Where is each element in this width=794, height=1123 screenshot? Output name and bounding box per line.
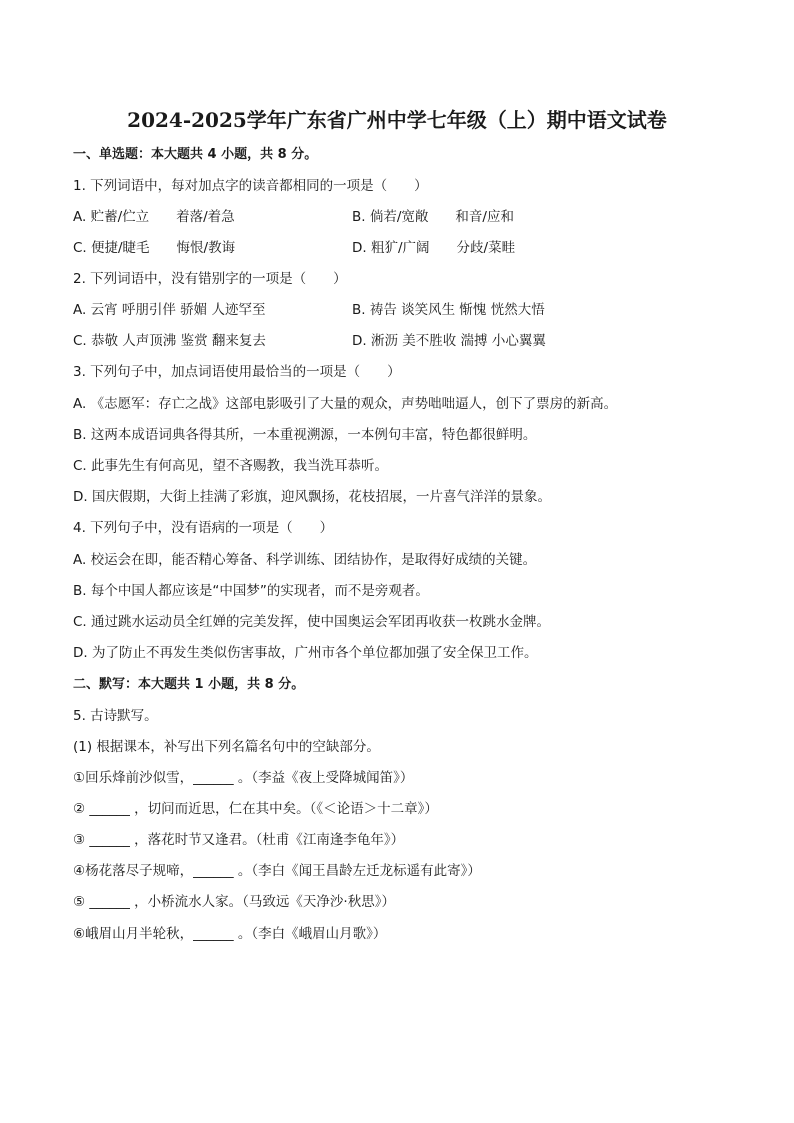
option-a: A. 云宵 呼朋引伴 骄媚 人迹罕至 [73, 302, 266, 318]
poem-blank-item: ①回乐烽前沙似雪，______ 。（李益《夜上受降城闻笛》） [73, 770, 414, 786]
question-2-stem: 2. 下列词语中，没有错别字的一项是（ ） [73, 271, 347, 287]
option-c: C. 便捷/睫毛 悔恨/教诲 [73, 240, 236, 256]
question-3-option-d: D. 国庆假期，大街上挂满了彩旗，迎风飘扬，花枝招展，一片喜气洋洋的景象。 [73, 489, 551, 505]
poem-blank-item: ⑥峨眉山月半轮秋，______ 。（李白《峨眉山月歌》） [73, 926, 387, 942]
option-c: C. 恭敬 人声顶沸 鉴赏 翻来复去 [73, 333, 266, 349]
option-b: B. 祷告 谈笑风生 惭愧 恍然大悟 [352, 302, 545, 318]
section-heading-2: 二、默写：本大题共 1 小题，共 8 分。 [73, 677, 305, 692]
question-4-stem: 4. 下列句子中，没有语病的一项是（ ） [73, 520, 334, 536]
poem-blank-item: ② ______ ，切问而近思，仁在其中矣。（《＜论语＞十二章》） [73, 801, 438, 817]
option-b: B. 倘若/宽敞 和音/应和 [352, 209, 514, 225]
exam-title: 2024-2025学年广东省广州中学七年级（上）期中语文试卷 [127, 108, 667, 132]
option-d: D. 粗犷/广阔 分歧/菜畦 [352, 240, 516, 256]
poem-blank-item: ③ ______ ，落花时节又逢君。（杜甫《江南逢李龟年》） [73, 832, 405, 848]
question-4-option-b: B. 每个中国人都应该是“中国梦”的实现者，而不是旁观者。 [73, 583, 429, 599]
question-4-option-d: D. 为了防止不再发生类似伤害事故，广州市各个单位都加强了安全保卫工作。 [73, 645, 538, 661]
question-5-stem: 5. 古诗默写。 [73, 708, 158, 724]
poem-blank-item: ④杨花落尽子规啼，______ 。（李白《闻王昌龄左迁龙标遥有此寄》） [73, 863, 481, 879]
section-heading-1: 一、单选题：本大题共 4 小题，共 8 分。 [73, 147, 318, 162]
option-a: A. 贮蓄/伫立 着落/着急 [73, 209, 235, 225]
question-3-option-a: A. 《志愿军：存亡之战》这部电影吸引了大量的观众，声势咄咄逼人，创下了票房的新高。 [73, 396, 618, 412]
question-3-option-b: B. 这两本成语词典各得其所，一本重视溯源，一本例句丰富，特色都很鲜明。 [73, 427, 537, 443]
question-3-option-c: C. 此事先生有何高见，望不吝赐教，我当洗耳恭听。 [73, 458, 389, 474]
question-1-stem: 1. 下列词语中，每对加点字的读音都相同的一项是（ ） [73, 178, 428, 194]
question-3-stem: 3. 下列句子中，加点词语使用最恰当的一项是（ ） [73, 364, 401, 380]
question-5-subquestion: (1) 根据课本，补写出下列名篇名句中的空缺部分。 [73, 739, 380, 755]
question-4-option-a: A. 校运会在即，能否精心筹备、科学训练、团结协作，是取得好成绩的关键。 [73, 552, 537, 568]
poem-blank-item: ⑤ ______ ，小桥流水人家。（马致远《天净沙·秋思》） [73, 894, 395, 910]
question-4-option-c: C. 通过跳水运动员全红婵的完美发挥，使中国奥运会军团再收获一枚跳水金牌。 [73, 614, 551, 630]
option-d: D. 淅沥 美不胜收 湍搏 小心翼翼 [352, 333, 546, 349]
